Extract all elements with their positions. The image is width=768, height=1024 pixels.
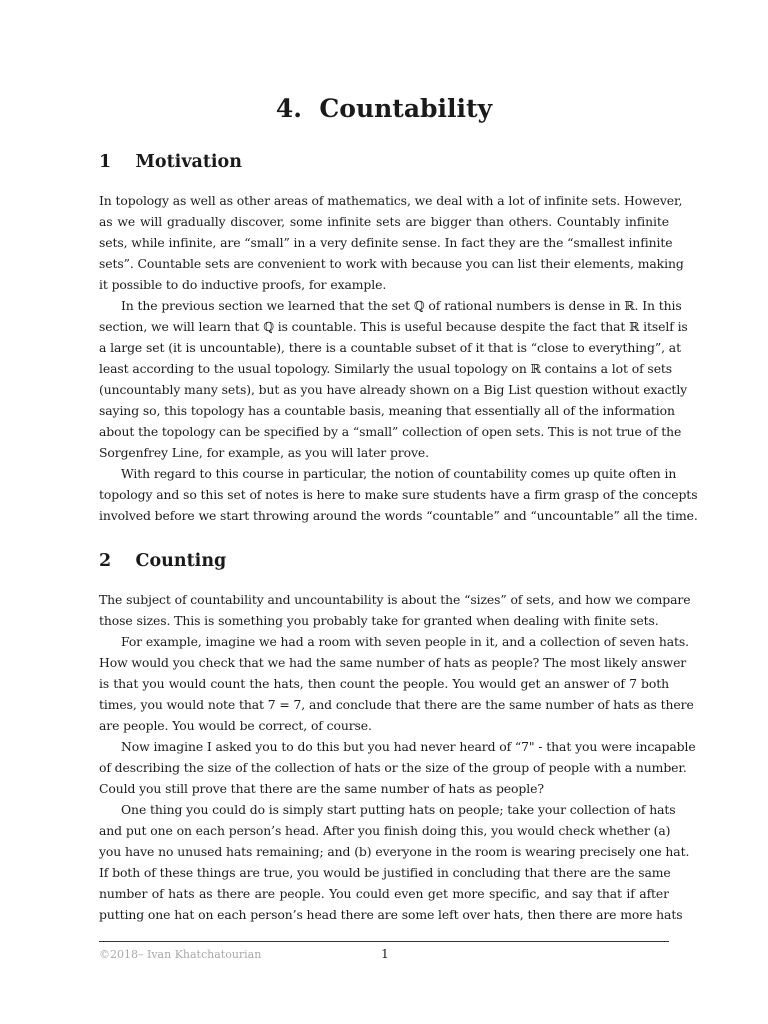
section-heading-counting: 2 Counting <box>99 551 227 571</box>
text-line: In the previous section we learned that the set ℚ of rational numbers is dense in ℝ. In this <box>121 298 682 313</box>
text-line: putting one hat on each person’s head there are some left over hats, then there are more hats <box>99 907 683 922</box>
text-line: it possible to do inductive proofs, for example. <box>99 277 387 292</box>
text-line: With regard to this course in particular, the notion of countability comes up quite often in <box>121 466 677 481</box>
text-line: Now imagine I asked you to do this but you had never heard of “7" - that you were incapable <box>121 739 696 754</box>
page-title: 4. Countability <box>275 94 493 123</box>
text-line: The subject of countability and uncountability is about the “sizes” of sets, and how we compare <box>99 592 691 607</box>
text-line: Could you still prove that there are the same number of hats as people? <box>99 781 544 796</box>
text-line: In topology as well as other areas of mathematics, we deal with a lot of infinite sets. However, <box>99 193 683 208</box>
text-line: For example, imagine we had a room with seven people in it, and a collection of seven hats. <box>121 634 689 649</box>
text-line: How would you check that we had the same number of hats as people? The most likely answer <box>99 655 687 670</box>
text-line: If both of these things are true, you would be justified in concluding that there are the same <box>99 865 671 880</box>
text-line: One thing you could do is simply start putting hats on people; take your collection of hats <box>121 802 676 817</box>
section-heading-motivation: 1 Motivation <box>99 152 242 172</box>
text-line: least according to the usual topology. Similarly the usual topology on ℝ contains a lot of sets <box>99 361 673 376</box>
footer-divider <box>99 941 669 942</box>
text-line: sets”. Countable sets are convenient to work with because you can list their elements, making <box>99 256 684 271</box>
text-line: (uncountably many sets), but as you have already shown on a Big List question without exactly <box>99 382 688 397</box>
text-line: times, you would note that 7 = 7, and conclude that there are the same number of hats as there <box>99 697 694 712</box>
text-line: is that you would count the hats, then count the people. You would get an answer of 7 both <box>99 676 669 691</box>
text-line: section, we will learn that ℚ is countable. This is useful because despite the fact that ℝ itself is <box>99 319 688 334</box>
text-line: of describing the size of the collection of hats or the size of the group of people with a number. <box>99 760 687 775</box>
text-line: sets, while infinite, are “small” in a very definite sense. In fact they are the “smallest infinite <box>99 235 673 250</box>
footer-copyright: ©2018– Ivan Khatchatourian <box>99 948 262 961</box>
text-line: involved before we start throwing around the words “countable” and “uncountable” all the time. <box>99 508 698 523</box>
text-line: as we will gradually discover, some infinite sets are bigger than others. Countably infinite <box>99 214 669 229</box>
text-line: about the topology can be specified by a “small” collection of open sets. This is not true of the <box>99 424 682 439</box>
text-line: a large set (it is uncountable), there is a countable subset of it that is “close to everything”, at <box>99 340 681 355</box>
text-line: you have no unused hats remaining; and (b) everyone in the room is wearing precisely one hat. <box>99 844 690 859</box>
text-line: topology and so this set of notes is here to make sure students have a firm grasp of the concepts <box>99 487 698 502</box>
text-line: saying so, this topology has a countable basis, meaning that essentially all of the information <box>99 403 675 418</box>
text-line: and put one on each person’s head. After you finish doing this, you would check whether (a) <box>99 823 671 838</box>
text-line: number of hats as there are people. You could even get more specific, and say that if after <box>99 886 669 901</box>
page-number: 1 <box>381 947 389 961</box>
text-line: those sizes. This is something you probably take for granted when dealing with finite sets. <box>99 613 659 628</box>
text-line: are people. You would be correct, of course. <box>99 718 372 733</box>
text-line: Sorgenfrey Line, for example, as you will later prove. <box>99 445 429 460</box>
